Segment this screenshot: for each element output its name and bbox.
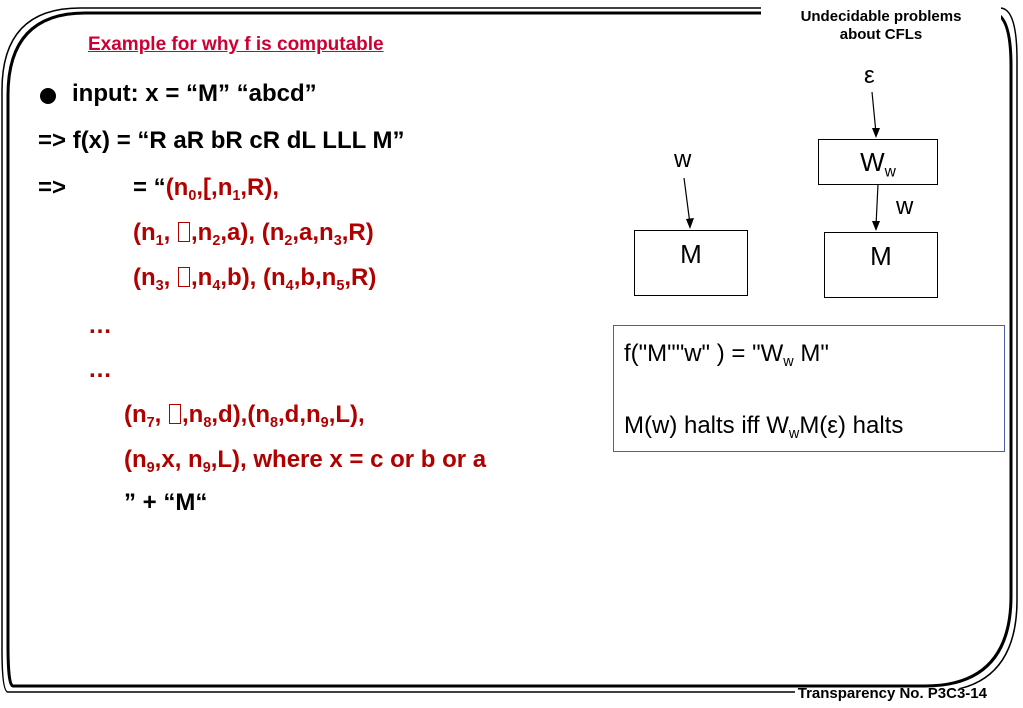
- blank-symbol-icon: [178, 222, 190, 242]
- line-input: input: x = “M” “abcd”: [72, 80, 317, 107]
- machine-ww-label: $W_w$: [860, 146, 896, 180]
- formula-f-definition: f("M""w" ) = "$W_w$ M": [624, 340, 829, 371]
- line-closing: ” + “M“: [124, 489, 208, 516]
- diagram-input-w-label: w: [674, 146, 692, 173]
- line-transitions-1: = “($n_0,[,n_1,R)$,: [133, 174, 280, 205]
- blank-symbol-icon: [178, 267, 190, 287]
- ellipsis-1: …: [88, 312, 112, 339]
- machine-m-label: M: [870, 241, 892, 271]
- topic-title: [761, 8, 1001, 44]
- ellipsis-2: …: [88, 356, 112, 383]
- topic-line-1: Undecidable problems: [800, 8, 962, 25]
- line-f-of-x: => f(x) = “R aR bR cR dL LLL M”: [38, 127, 405, 154]
- formula-box: [613, 325, 1005, 452]
- blank-symbol-icon: [169, 404, 181, 424]
- machine-m-box-right: [824, 232, 938, 298]
- diagram-inner-w-label: w: [896, 193, 914, 220]
- line-transitions-2: ($n_1$, $,n_2,a$), $(n_2,a,n_3,R)$: [133, 219, 374, 250]
- slide-subtitle: Example for why f is computable: [88, 34, 384, 55]
- bullet-icon: [40, 88, 56, 104]
- line-transitions-5: ($n_9,x$, $n_9,L$), where x = c or b or a: [124, 446, 487, 477]
- open-quote-equals: = “: [133, 174, 166, 201]
- machine-ww-box: [818, 139, 938, 185]
- diagram-epsilon-label: ε: [864, 62, 875, 89]
- line-arrow-prefix: =>: [38, 174, 67, 201]
- footer-transparency-number: Transparency No. P3C3-14: [797, 685, 987, 702]
- formula-halts-equivalence: M(w) halts iff $W_wM(\varepsilon)$ halts: [624, 412, 904, 443]
- machine-m-label: M: [680, 239, 702, 269]
- line-transitions-4: ($n_7$, $,n_8,d),(n_8,d,n_9,L)$,: [124, 401, 365, 432]
- machine-m-box-left: [634, 230, 748, 296]
- topic-line-2: about CFLs: [839, 26, 923, 43]
- line-transitions-3: ($n_3$, $,n_4,b$), $(n_4,b,n_5,R)$: [133, 264, 377, 295]
